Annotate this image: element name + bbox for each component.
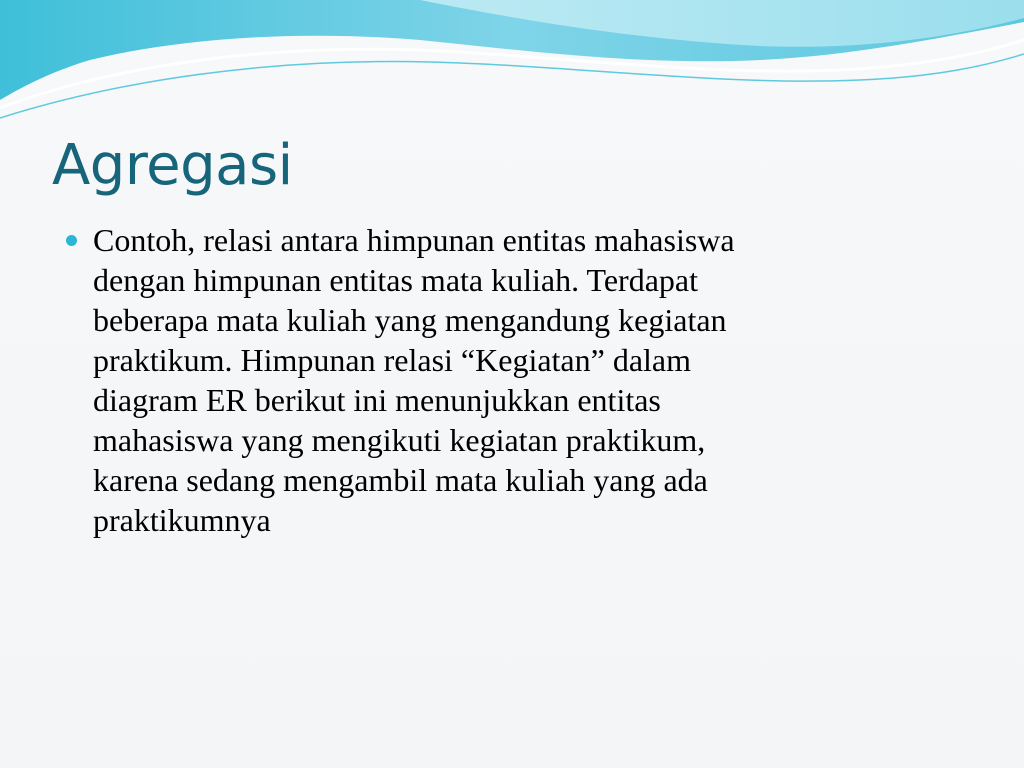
slide-title: Agregasi <box>52 133 293 198</box>
bullet-text: Contoh, relasi antara himpunan entitas mahasiswa dengan himpunan entitas mata kuliah. Terdapat beberapa mata kuliah yang mengandung kegiatan praktikum. Himpunan relasi “Kegiatan” dalam diagram ER berikut ini menunjukkan entitas mahasiswa yang mengikuti kegiatan praktikum, karena sedang mengambil mata kuliah yang ada praktikumnya <box>93 222 735 538</box>
slide-content <box>64 220 964 540</box>
wave-line-teal <box>0 54 1024 118</box>
bullet-dot-icon <box>66 235 77 246</box>
bullet-item <box>64 220 964 540</box>
wave-line-white <box>0 40 1024 108</box>
wave-header-decoration <box>0 0 1024 130</box>
